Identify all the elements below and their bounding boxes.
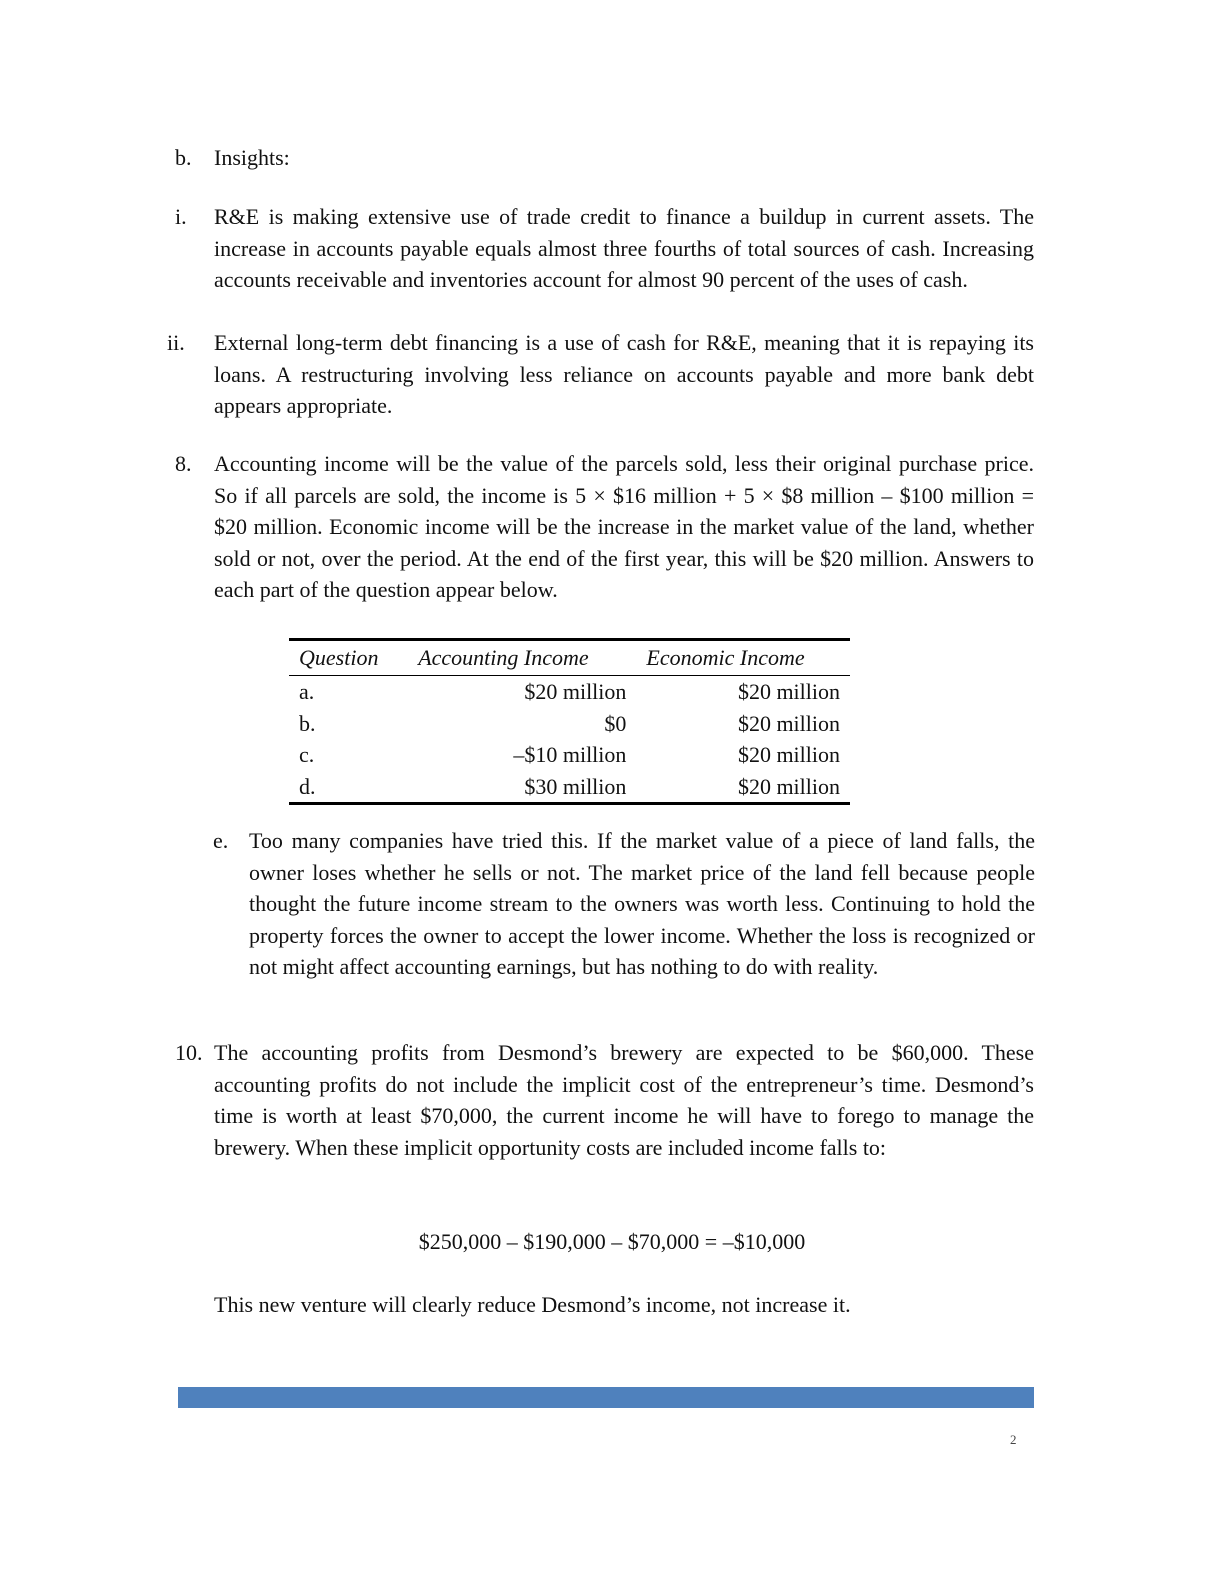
cell-question: b. [299,710,316,736]
question-8-label: 8. [175,451,192,476]
cell-economic-income: $20 million [737,773,840,799]
cell-accounting-income: $0 [604,710,627,736]
cell-question: c. [299,742,315,767]
header-question: Question [299,645,379,671]
item-e-text: Too many companies have tried this. If the market value of a piece of land falls, the owner loses whether he sells or not. The market price of the land fell because people thought the future income stream to the owners was worth less. Continuing to hold the property forces the owner to accept the lower income. Whether the loss is recognized or not might affect accounting earnings, but has nothing to do with reality. [249,828,1035,979]
cell-economic-income: $20 million [737,742,840,767]
item-e-label: e. [213,828,229,853]
closing-statement: This new venture will clearly reduce Desmond’s income, not increase it. [214,1292,851,1317]
question-10-text: The accounting profits from Desmond’s brewery are expected to be $60,000. These accounting profits do not include the implicit cost of the entrepreneur’s time. Desmond’s time is worth at least $70,000, the current income he will have to forego to manage the brewery. When these implicit opportunity costs are included income falls to: [214,1040,1034,1160]
cell-economic-income: $20 million [737,679,840,704]
header-economic-income: Economic Income [646,645,805,671]
table-row [289,739,850,771]
footer-bar [178,1387,1034,1408]
question-10-label: 10. [175,1040,203,1065]
cell-accounting-income: $20 million [524,679,627,704]
cell-accounting-income: –$10 million [513,742,627,767]
insight-i-label: i. [175,204,187,229]
section-b-label: b. [175,145,192,170]
cell-economic-income: $20 million [737,710,840,736]
income-formula: $250,000 – $190,000 – $70,000 = –$10,000 [418,1229,806,1254]
insight-i-text: R&E is making extensive use of trade credit to finance a buildup in current assets. The increase in accounts payable equals almost three fourths of total sources of cash. Increasing accounts receivable and inventories account for almost 90 percent of the uses of cash. [214,204,1034,292]
table-header-row [289,640,850,676]
insight-ii-text: External long-term debt financing is a use of cash for R&E, meaning that it is repaying its loans. A restructuring involving less reliance on accounts payable and more bank debt appears appropriate. [214,330,1034,418]
insight-ii-label: ii. [167,330,185,355]
cell-accounting-income: $30 million [524,773,627,799]
table-row [289,708,850,740]
header-accounting-income: Accounting Income [418,645,589,671]
cell-question: a. [299,679,315,704]
question-8-text: Accounting income will be the value of the parcels sold, less their original purchase price. So if all parcels are sold, the income is 5 × $16 million + 5 × $8 million – $100 million = $20 million. Economic income will be the increase in the market value of the land, whether sold or not, over the period. At the end of the first year, this will be $20 million. Answers to each part of the question appear below. [214,451,1034,602]
page-number: 2 [1010,1432,1017,1447]
table-row [289,676,850,708]
section-b-heading: Insights: [214,145,290,170]
cell-question: d. [299,773,316,799]
table-row [289,771,850,804]
income-table [289,638,850,805]
